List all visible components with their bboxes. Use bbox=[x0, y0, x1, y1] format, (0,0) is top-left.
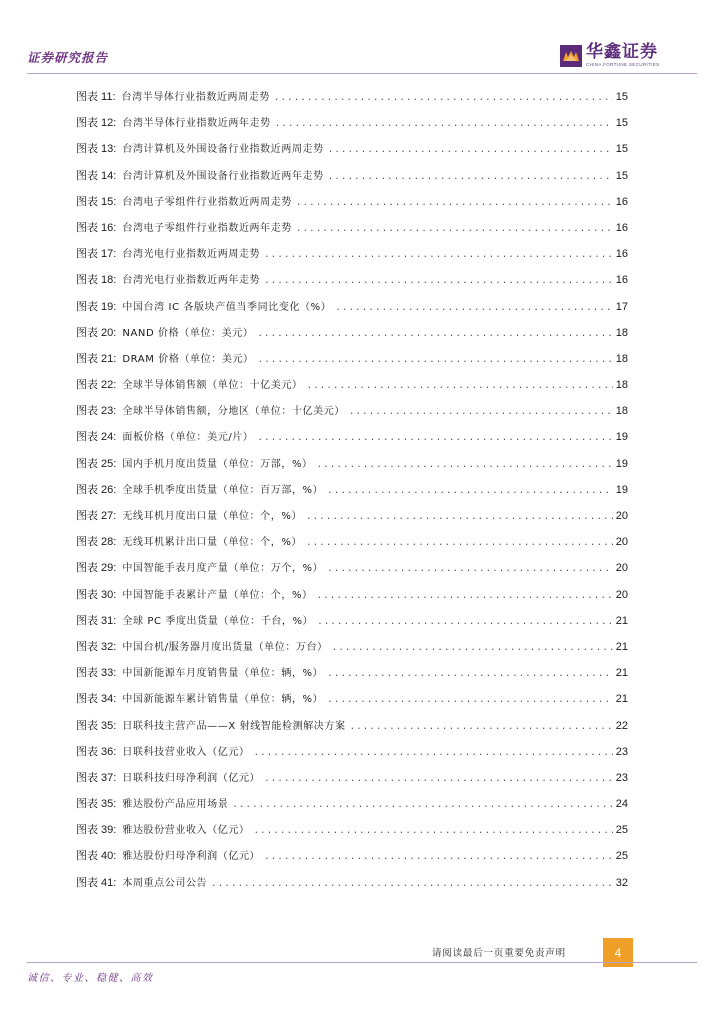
toc-entry-number: 图表 28: bbox=[76, 536, 117, 549]
toc-entry-title: 日联科技归母净利润（亿元） bbox=[122, 772, 261, 784]
china-fortune-emblem-icon bbox=[560, 45, 582, 67]
toc-entry-page: 16 bbox=[615, 248, 628, 261]
toc-entry[interactable] bbox=[76, 797, 628, 823]
toc-entry[interactable] bbox=[76, 745, 628, 771]
dot-leader bbox=[274, 91, 613, 105]
toc-entry-page: 19 bbox=[615, 483, 628, 496]
toc-entry-number: 图表 17: bbox=[76, 248, 117, 261]
logo-subtitle: CHINA FORTUNE SECURITIES bbox=[586, 62, 660, 67]
toc-entry[interactable] bbox=[76, 247, 628, 273]
dot-leader bbox=[296, 196, 613, 210]
toc-entry-title: 无线耳机累计出口量（单位：个，%） bbox=[122, 537, 303, 549]
toc-entry[interactable] bbox=[76, 509, 628, 535]
logo-name: 华鑫证券 bbox=[586, 42, 658, 62]
toc-entry[interactable] bbox=[76, 457, 628, 483]
toc-entry-page: 20 bbox=[615, 562, 628, 575]
toc-entry-page: 21 bbox=[615, 614, 628, 627]
toc-entry-page: 15 bbox=[615, 91, 628, 103]
toc-entry-number: 图表 29: bbox=[76, 562, 117, 575]
dot-leader bbox=[327, 667, 612, 681]
toc-entry-number: 图表 35: bbox=[76, 798, 117, 811]
toc-entry-title: 中国新能源车月度销售量（单位：辆，%） bbox=[122, 668, 324, 680]
toc-entry-title: 国内手机月度出货量（单位：万部，%） bbox=[122, 458, 313, 470]
toc-entry-number: 图表 22: bbox=[76, 379, 117, 392]
dot-leader bbox=[258, 353, 613, 367]
dot-leader bbox=[211, 877, 613, 891]
toc-entry[interactable] bbox=[76, 430, 628, 456]
toc-entry[interactable] bbox=[76, 719, 628, 745]
dot-leader bbox=[257, 327, 612, 341]
toc-entry-title: 无线耳机月度出口量（单位：个，%） bbox=[122, 511, 303, 522]
dot-leader bbox=[317, 458, 613, 472]
toc-entry[interactable] bbox=[76, 326, 628, 352]
toc-entry-title: 中国新能源车累计销售量（单位：辆，%） bbox=[122, 694, 324, 706]
toc-entry[interactable] bbox=[76, 561, 628, 587]
dot-leader bbox=[328, 170, 613, 184]
toc-entry-number: 图表 26: bbox=[76, 483, 117, 496]
toc-entry-page: 32 bbox=[615, 876, 628, 889]
toc-entry-number: 图表 33: bbox=[76, 667, 117, 680]
toc-entry[interactable] bbox=[76, 640, 628, 666]
toc-entry-page: 18 bbox=[615, 326, 628, 339]
toc-entry-number: 图表 12: bbox=[76, 117, 117, 130]
toc-entry-page: 21 bbox=[615, 693, 628, 706]
dot-leader bbox=[327, 484, 612, 498]
toc-entry-title: 全球手机季度出货量（单位：百万部，%） bbox=[122, 484, 324, 496]
toc-entry-number: 图表 11: bbox=[76, 91, 116, 103]
toc-entry-number: 图表 25: bbox=[76, 457, 117, 470]
toc-entry-page: 15 bbox=[615, 143, 628, 156]
toc-entry-title: 台湾计算机及外围设备行业指数近两周走势 bbox=[122, 144, 324, 156]
dot-leader bbox=[264, 248, 613, 262]
toc-entry[interactable] bbox=[76, 195, 628, 221]
toc-entry-number: 图表 20: bbox=[76, 326, 117, 339]
toc-entry-title: 日联科技主营产品——X 射线智能检测解决方案 bbox=[122, 720, 346, 732]
toc-entry-title: 面板价格（单位：美元/片） bbox=[122, 432, 254, 444]
toc-entry-number: 图表 14: bbox=[76, 169, 117, 182]
toc-entry-number: 图表 39: bbox=[76, 824, 117, 837]
dot-leader bbox=[296, 222, 613, 236]
toc-entry[interactable] bbox=[76, 273, 628, 299]
toc-entry-page: 25 bbox=[615, 824, 628, 837]
toc-entry-page: 22 bbox=[615, 719, 628, 732]
toc-entry-number: 图表 23: bbox=[76, 405, 117, 418]
toc-entry-title: 全球 PC 季度出货量（单位：千台，%） bbox=[122, 615, 314, 627]
dot-leader bbox=[275, 117, 613, 131]
toc-entry-number: 图表 34: bbox=[76, 693, 117, 706]
dot-leader bbox=[232, 798, 612, 812]
dot-leader bbox=[306, 536, 613, 550]
dot-leader bbox=[335, 301, 612, 315]
toc-entry-page: 21 bbox=[615, 667, 628, 680]
toc-entry-page: 18 bbox=[615, 352, 628, 365]
toc-entry[interactable] bbox=[76, 614, 628, 640]
toc-entry[interactable] bbox=[76, 404, 628, 430]
toc-entry-title: 全球半导体销售额，分地区（单位：十亿美元） bbox=[122, 406, 345, 418]
toc-entry-number: 图表 15: bbox=[76, 195, 117, 208]
dot-leader bbox=[254, 824, 613, 838]
toc-entry-title: NAND 价格（单位：美元） bbox=[122, 327, 254, 339]
dot-leader bbox=[317, 615, 613, 629]
toc-entry[interactable] bbox=[76, 535, 628, 561]
toc-entry-page: 15 bbox=[615, 117, 628, 130]
toc-entry[interactable] bbox=[76, 221, 628, 247]
footer-divider bbox=[27, 962, 697, 963]
toc-entry-number: 图表 30: bbox=[76, 588, 117, 601]
toc-entry[interactable] bbox=[76, 823, 628, 849]
dot-leader bbox=[264, 772, 613, 786]
toc-entry[interactable] bbox=[76, 378, 628, 404]
dot-leader bbox=[327, 562, 612, 576]
toc-entry-title: 全球半导体销售额（单位：十亿美元） bbox=[122, 380, 303, 392]
toc-entry-number: 图表 19: bbox=[76, 300, 117, 313]
toc-entry[interactable] bbox=[76, 849, 628, 875]
toc-entry-number: 图表 27: bbox=[76, 510, 117, 522]
toc-entry-number: 图表 36: bbox=[76, 745, 117, 758]
dot-leader bbox=[349, 405, 613, 419]
dot-leader bbox=[306, 510, 613, 524]
company-motto: 诚信、专业、稳健、高效 bbox=[27, 973, 154, 984]
toc-entry-title: 中国智能手表月度产量（单位：万个，%） bbox=[122, 563, 324, 575]
page-number: 4 bbox=[614, 945, 622, 960]
header-divider bbox=[27, 73, 697, 74]
toc-entry-title: 中国智能手表累计产量（单位：个，%） bbox=[122, 589, 313, 601]
toc-entry-number: 图表 41: bbox=[76, 876, 117, 889]
toc-entry-number: 图表 13: bbox=[76, 143, 117, 156]
dot-leader bbox=[264, 850, 613, 864]
toc-entry-title: 雅达股份营业收入（亿元） bbox=[122, 825, 250, 837]
toc-entry-page: 23 bbox=[615, 771, 628, 784]
toc-entry-title: 台湾半导体行业指数近两年走势 bbox=[122, 118, 271, 130]
toc-entry-title: DRAM 价格（单位：美元） bbox=[122, 353, 254, 365]
dot-leader bbox=[258, 431, 613, 445]
toc-entry[interactable] bbox=[76, 588, 628, 614]
toc-entry-title: 中国台机/服务器月度出货量（单位：万台） bbox=[122, 641, 328, 653]
toc-entry-number: 图表 21: bbox=[76, 352, 117, 365]
dot-leader bbox=[350, 720, 613, 734]
toc-entry-page: 20 bbox=[615, 588, 628, 601]
dot-leader bbox=[307, 379, 613, 393]
toc-entry-page: 19 bbox=[615, 457, 628, 470]
toc-entry-page: 17 bbox=[615, 300, 628, 313]
toc-entry-page: 24 bbox=[615, 798, 628, 811]
toc-entry-number: 图表 32: bbox=[76, 640, 117, 653]
toc-entry-number: 图表 24: bbox=[76, 431, 117, 444]
dot-leader bbox=[317, 589, 613, 603]
toc-entry-page: 19 bbox=[615, 431, 628, 444]
toc-entry-page: 18 bbox=[615, 379, 628, 392]
dot-leader bbox=[332, 641, 613, 655]
toc-entry-page: 20 bbox=[615, 536, 628, 549]
toc-entry-number: 图表 31: bbox=[76, 614, 117, 627]
toc-entry-title: 台湾电子零组件行业指数近两周走势 bbox=[122, 196, 292, 208]
toc-entry[interactable] bbox=[76, 116, 628, 142]
toc-entry-page: 20 bbox=[615, 510, 628, 522]
toc-entry-number: 图表 18: bbox=[76, 274, 117, 287]
toc-entry-number: 图表 35: bbox=[76, 719, 117, 732]
toc-entry-page: 23 bbox=[615, 745, 628, 758]
toc-entry-number: 图表 37: bbox=[76, 771, 117, 784]
toc-entry-page: 16 bbox=[615, 195, 628, 208]
toc-entry[interactable] bbox=[76, 666, 628, 692]
dot-leader bbox=[328, 143, 613, 157]
toc-entry-title: 本周重点公司公告 bbox=[122, 877, 208, 889]
toc-entry-page: 21 bbox=[615, 640, 628, 653]
company-logo bbox=[560, 44, 659, 68]
toc-entry-title: 日联科技营业收入（亿元） bbox=[122, 746, 250, 758]
toc-entry[interactable] bbox=[76, 771, 628, 797]
toc-entry-title: 中国台湾 IC 各版块产值当季同比变化（%） bbox=[122, 301, 332, 313]
disclaimer-note: 请阅读最后一页重要免责声明 bbox=[432, 948, 566, 959]
toc-entry[interactable] bbox=[76, 169, 628, 195]
toc-entry-page: 15 bbox=[615, 169, 628, 182]
toc-entry[interactable] bbox=[76, 483, 628, 509]
dot-leader bbox=[264, 274, 613, 288]
toc-entry-title: 雅达股份归母净利润（亿元） bbox=[122, 851, 261, 863]
toc-entry-number: 图表 40: bbox=[76, 850, 117, 863]
toc-entry-page: 18 bbox=[615, 405, 628, 418]
report-type-label: 证券研究报告 bbox=[27, 50, 109, 65]
toc-entry-title: 台湾计算机及外围设备行业指数近两年走势 bbox=[122, 170, 324, 182]
toc-entry[interactable] bbox=[76, 300, 628, 326]
toc-entry[interactable] bbox=[76, 142, 628, 168]
toc-entry-title: 台湾电子零组件行业指数近两年走势 bbox=[122, 222, 292, 234]
figure-index-list bbox=[76, 90, 628, 902]
toc-entry-page: 16 bbox=[615, 221, 628, 234]
toc-entry[interactable] bbox=[76, 692, 628, 718]
toc-entry-title: 雅达股份产品应用场景 bbox=[122, 799, 229, 811]
toc-entry-title: 台湾光电行业指数近两周走势 bbox=[122, 249, 261, 261]
toc-entry[interactable] bbox=[76, 90, 628, 116]
toc-entry-title: 台湾光电行业指数近两年走势 bbox=[122, 275, 261, 287]
toc-entry-page: 16 bbox=[615, 274, 628, 287]
toc-entry-number: 图表 16: bbox=[76, 221, 117, 234]
toc-entry[interactable] bbox=[76, 352, 628, 378]
toc-entry[interactable] bbox=[76, 876, 628, 902]
toc-entry-title: 台湾半导体行业指数近两周走势 bbox=[121, 92, 270, 103]
dot-leader bbox=[327, 693, 612, 707]
toc-entry-page: 25 bbox=[615, 850, 628, 863]
dot-leader bbox=[254, 746, 613, 760]
